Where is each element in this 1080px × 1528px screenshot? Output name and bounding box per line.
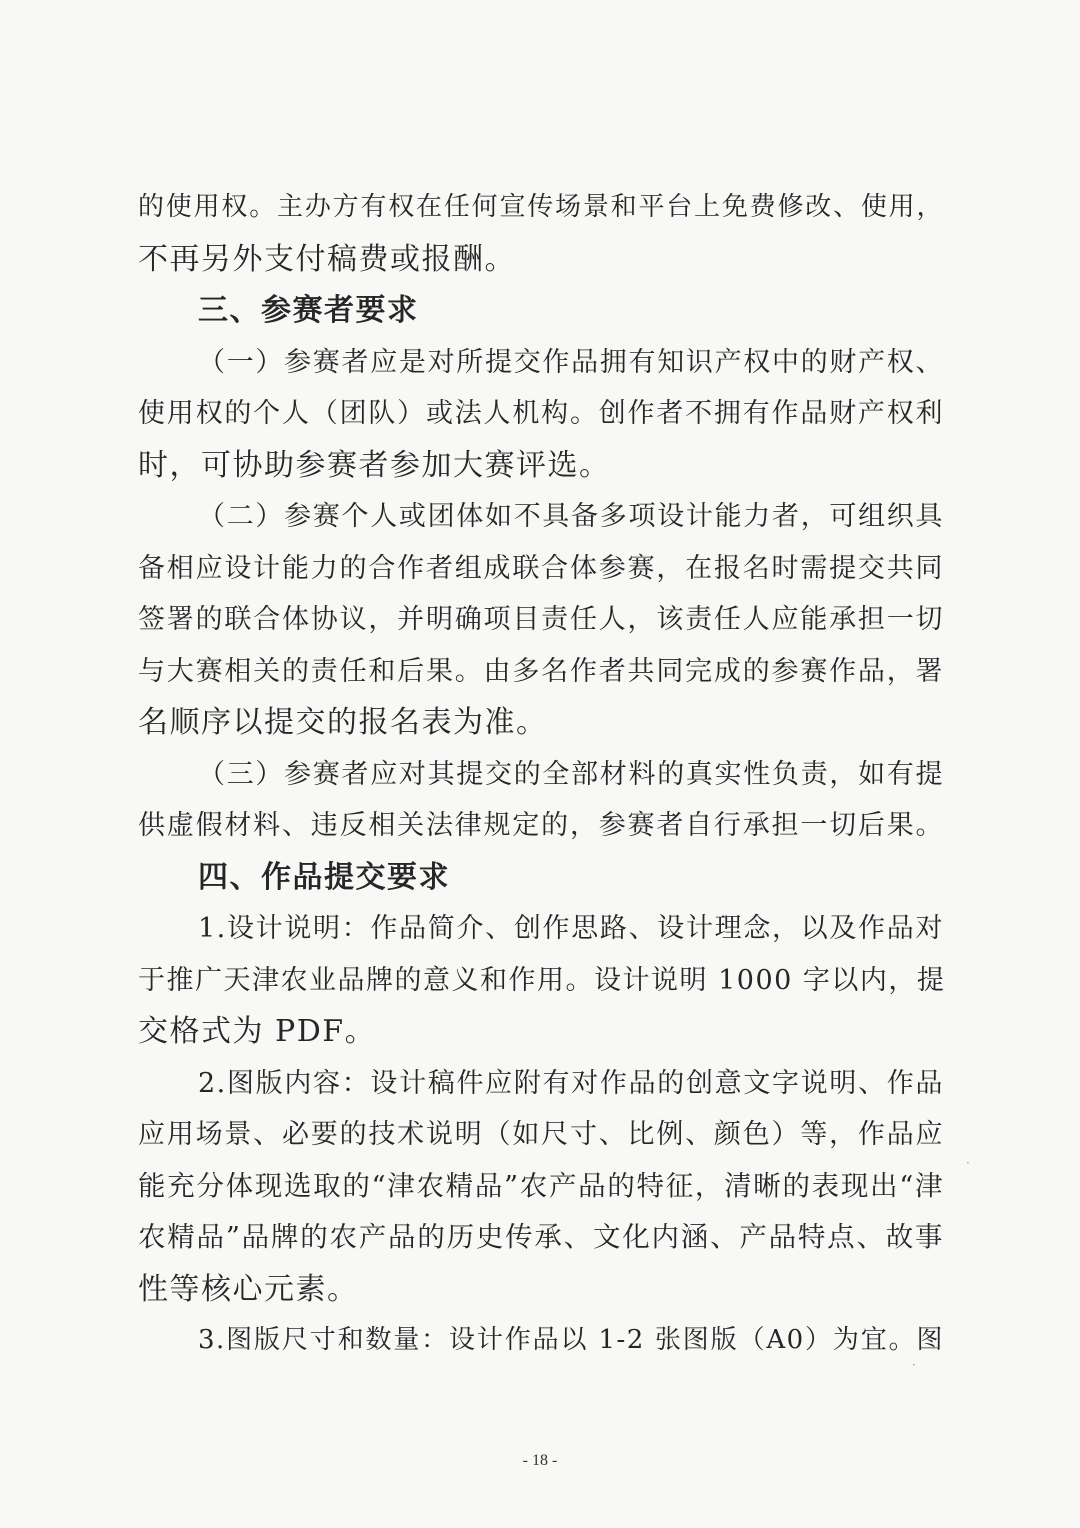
text-line: 供虚假材料、违反相关法律规定的，参赛者自行承担一切后果。	[138, 810, 944, 841]
text-line: 农精品”品牌的农产品的历史传承、文化内涵、产品特点、故事	[138, 1221, 944, 1253]
text-line: 使用权的个人（团队）或法人机构。创作者不拥有作品财产权利	[138, 398, 944, 429]
text-line: 能充分体现选取的“津农精品”农产品的特征，清晰的表现出“津	[138, 1169, 944, 1202]
text-line: 签署的联合体协议，并明确项目责任人，该责任人应能承担一切	[138, 604, 944, 635]
paragraph-first-line: （一）参赛者应是对所提交作品拥有知识产权中的财产权、	[198, 346, 944, 378]
text-line: 应用场景、必要的技术说明（如尺寸、比例、颜色）等，作品应	[138, 1119, 944, 1150]
text-line: 的使用权。主办方有权在任何宣传场景和平台上免费修改、使用，	[138, 192, 944, 222]
text-line: 时，可协助参赛者参加大赛评选。	[138, 447, 611, 483]
text-line: 性等核心元素。	[138, 1271, 359, 1307]
section-heading: 四、作品提交要求	[198, 859, 450, 895]
page-number: - 18 -	[522, 1452, 558, 1469]
text-line: 不再另外支付稿费或报酬。	[138, 241, 516, 277]
paragraph-first-line: 2.图版内容：设计稿件应附有对作品的创意文字说明、作品	[198, 1067, 944, 1099]
section-heading: 三、参赛者要求	[198, 293, 419, 328]
text-line: 于推广天津农业品牌的意义和作用。设计说明 1000 字以内，提	[138, 964, 946, 996]
document-body	[138, 182, 944, 1367]
text-line: 名顺序以提交的报名表为准。	[138, 705, 548, 740]
scan-speck: ·	[966, 1156, 970, 1170]
text-line: 备相应设计能力的合作者组成联合体参赛，在报名时需提交共同	[138, 552, 944, 584]
text-line: 与大赛相关的责任和后果。由多名作者共同完成的参赛作品，署	[138, 655, 944, 687]
text-line: 交格式为 PDF。	[138, 1014, 377, 1049]
scan-speck: ·	[912, 1358, 916, 1372]
paragraph-first-line: 3.图版尺寸和数量：设计作品以 1-2 张图版（A0）为宜。图	[198, 1325, 944, 1355]
paragraph-first-line: 1.设计说明：作品简介、创作思路、设计理念，以及作品对	[198, 913, 944, 944]
paragraph-first-line: （二）参赛个人或团体如不具备多项设计能力者，可组织具	[198, 501, 944, 532]
paragraph-first-line: （三）参赛者应对其提交的全部材料的真实性负责，如有提	[198, 758, 944, 790]
